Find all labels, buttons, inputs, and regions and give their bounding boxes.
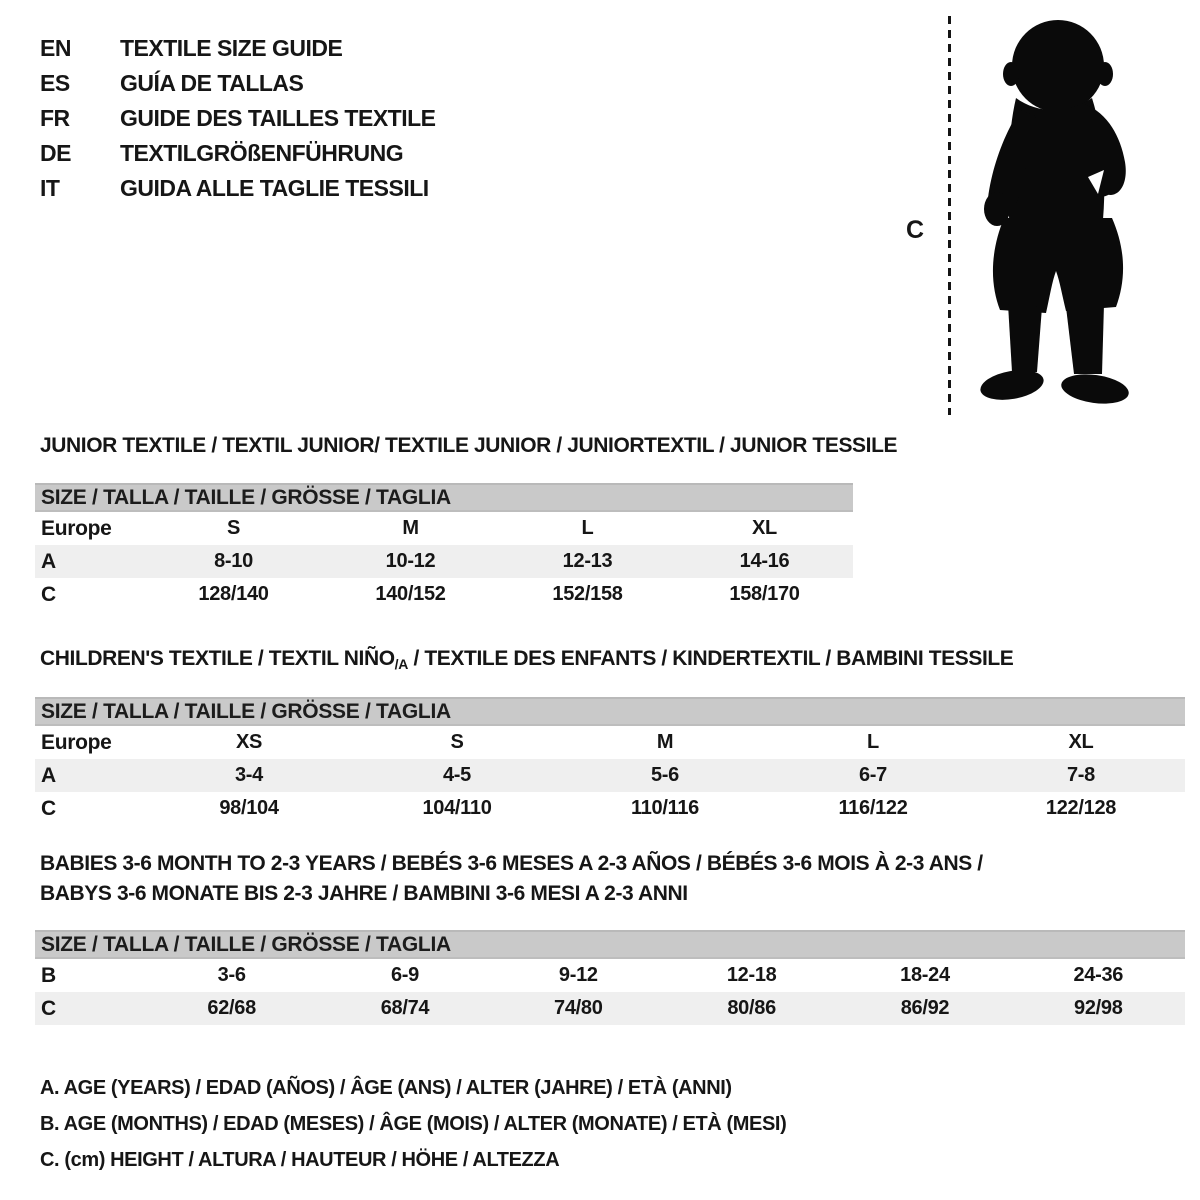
age-cell: 6-7 — [858, 764, 887, 786]
height-cell: 74/80 — [554, 997, 603, 1019]
children-section-heading — [40, 644, 1013, 679]
language-code: FR — [40, 105, 70, 131]
language-list — [40, 31, 436, 206]
language-title: GUÍA DE TALLAS — [120, 70, 304, 96]
language-row-fr — [40, 101, 436, 136]
babies-heading-line1: BABIES 3-6 MONTH TO 2-3 YEARS / BEBÉS 3-6 MESES A 2-3 AÑOS / BÉBÉS 3-6 MOIS À 2-3 ANS / — [40, 852, 983, 875]
age-years-row — [35, 545, 853, 578]
age-cell: 10-12 — [385, 550, 436, 572]
size-cell: S — [450, 731, 464, 753]
size-cell: L — [581, 517, 594, 539]
children-heading-pre: CHILDREN'S TEXTILE / TEXTIL NIÑO — [40, 647, 395, 670]
language-code: IT — [40, 175, 60, 201]
junior-size-table — [35, 483, 853, 611]
legend-age-years: A. AGE (YEARS) / EDAD (AÑOS) / ÂGE (ANS) / ALTER (JAHRE) / ETÀ (ANNI) — [40, 1077, 732, 1099]
height-cell: 80/86 — [727, 997, 776, 1019]
height-cell: 152/158 — [552, 583, 623, 605]
size-cell: XS — [235, 731, 263, 753]
age-cell: 3-4 — [234, 764, 263, 786]
age-cell: 5-6 — [650, 764, 679, 786]
row-label: B — [41, 963, 56, 987]
size-cell: XL — [1068, 731, 1094, 753]
language-row-it — [40, 171, 436, 206]
age-cell: 7-8 — [1066, 764, 1095, 786]
region-label: Europe — [41, 730, 112, 754]
language-title: GUIDE DES TAILLES TEXTILE — [120, 105, 436, 131]
babies-section-heading — [40, 849, 983, 909]
row-label: C — [41, 996, 56, 1020]
row-label: C — [41, 796, 56, 820]
height-row — [35, 992, 1185, 1025]
size-cell: M — [656, 731, 674, 753]
height-cell: 104/110 — [422, 797, 492, 819]
size-cell: S — [226, 517, 241, 539]
children-size-table — [35, 697, 1185, 825]
language-row-de — [40, 136, 436, 171]
height-cell: 68/74 — [380, 997, 430, 1019]
language-code: ES — [40, 70, 70, 96]
age-cell: 12-13 — [562, 550, 613, 572]
height-row — [35, 792, 1185, 825]
size-table-header: SIZE / TALLA / TAILLE / GRÖSSE / TAGLIA — [35, 930, 1185, 959]
language-title: GUIDA ALLE TAGLIE TESSILI — [120, 175, 429, 201]
size-table-header: SIZE / TALLA / TAILLE / GRÖSSE / TAGLIA — [35, 697, 1185, 726]
size-cell: L — [867, 731, 879, 753]
height-measure-label: C — [906, 216, 925, 244]
junior-section-heading: JUNIOR TEXTILE / TEXTIL JUNIOR/ TEXTILE JUNIOR / JUNIORTEXTIL / JUNIOR TESSILE — [40, 434, 898, 457]
age-years-row — [35, 759, 1185, 792]
children-heading-post: / TEXTILE DES ENFANTS / KINDERTEXTIL / BAMBINI TESSILE — [408, 647, 1014, 670]
height-cell: 116/122 — [838, 797, 908, 819]
language-title: TEXTILE SIZE GUIDE — [120, 35, 343, 61]
height-cell: 140/152 — [375, 583, 446, 605]
row-label: A — [41, 549, 56, 573]
age-cell: 14-16 — [739, 550, 790, 572]
age-cell: 4-5 — [442, 764, 471, 786]
language-code: EN — [40, 35, 71, 61]
height-measure-dashed-line — [948, 16, 951, 415]
height-cell: 92/98 — [1074, 997, 1123, 1019]
row-label: C — [41, 582, 56, 606]
height-cell: 98/104 — [219, 797, 279, 819]
legend-height: C. (cm) HEIGHT / ALTURA / HAUTEUR / HÖHE / ALTEZZA — [40, 1149, 560, 1171]
region-label: Europe — [41, 516, 112, 540]
size-cell: M — [402, 517, 419, 539]
height-cell: 110/116 — [631, 797, 699, 819]
height-cell: 158/170 — [729, 583, 800, 605]
age-cell: 8-10 — [214, 550, 253, 572]
language-code: DE — [40, 140, 71, 166]
row-label: A — [41, 763, 56, 787]
height-cell: 62/68 — [207, 997, 256, 1019]
age-cell: 24-36 — [1073, 964, 1124, 986]
babies-size-table — [35, 930, 1185, 1025]
legend — [40, 1070, 786, 1178]
size-cell: XL — [752, 517, 777, 539]
height-row — [35, 578, 853, 611]
height-cell: 122/128 — [1045, 797, 1117, 819]
height-cell: 128/140 — [198, 583, 269, 605]
region-row — [35, 512, 853, 545]
legend-age-months: B. AGE (MONTHS) / EDAD (MESES) / ÂGE (MOIS) / ALTER (MONATE) / ETÀ (MESI) — [40, 1113, 787, 1135]
language-row-es — [40, 66, 436, 101]
age-cell: 6-9 — [390, 964, 419, 986]
age-cell: 12-18 — [726, 964, 777, 986]
age-months-row — [35, 959, 1185, 992]
language-title: TEXTILGRÖßENFÜHRUNG — [120, 140, 404, 166]
toddler-silhouette-icon — [962, 12, 1138, 418]
region-row — [35, 726, 1185, 759]
height-cell: 86/92 — [900, 997, 950, 1019]
age-cell: 3-6 — [217, 964, 246, 986]
children-heading-subscript: /A — [394, 656, 409, 672]
babies-heading-line2: BABYS 3-6 MONATE BIS 2-3 JAHRE / BAMBINI 3-6 MESI A 2-3 ANNI — [40, 882, 688, 905]
age-cell: 18-24 — [900, 964, 950, 986]
size-table-header: SIZE / TALLA / TAILLE / GRÖSSE / TAGLIA — [35, 483, 853, 512]
age-cell: 9-12 — [558, 964, 598, 986]
language-row-en — [40, 31, 436, 66]
